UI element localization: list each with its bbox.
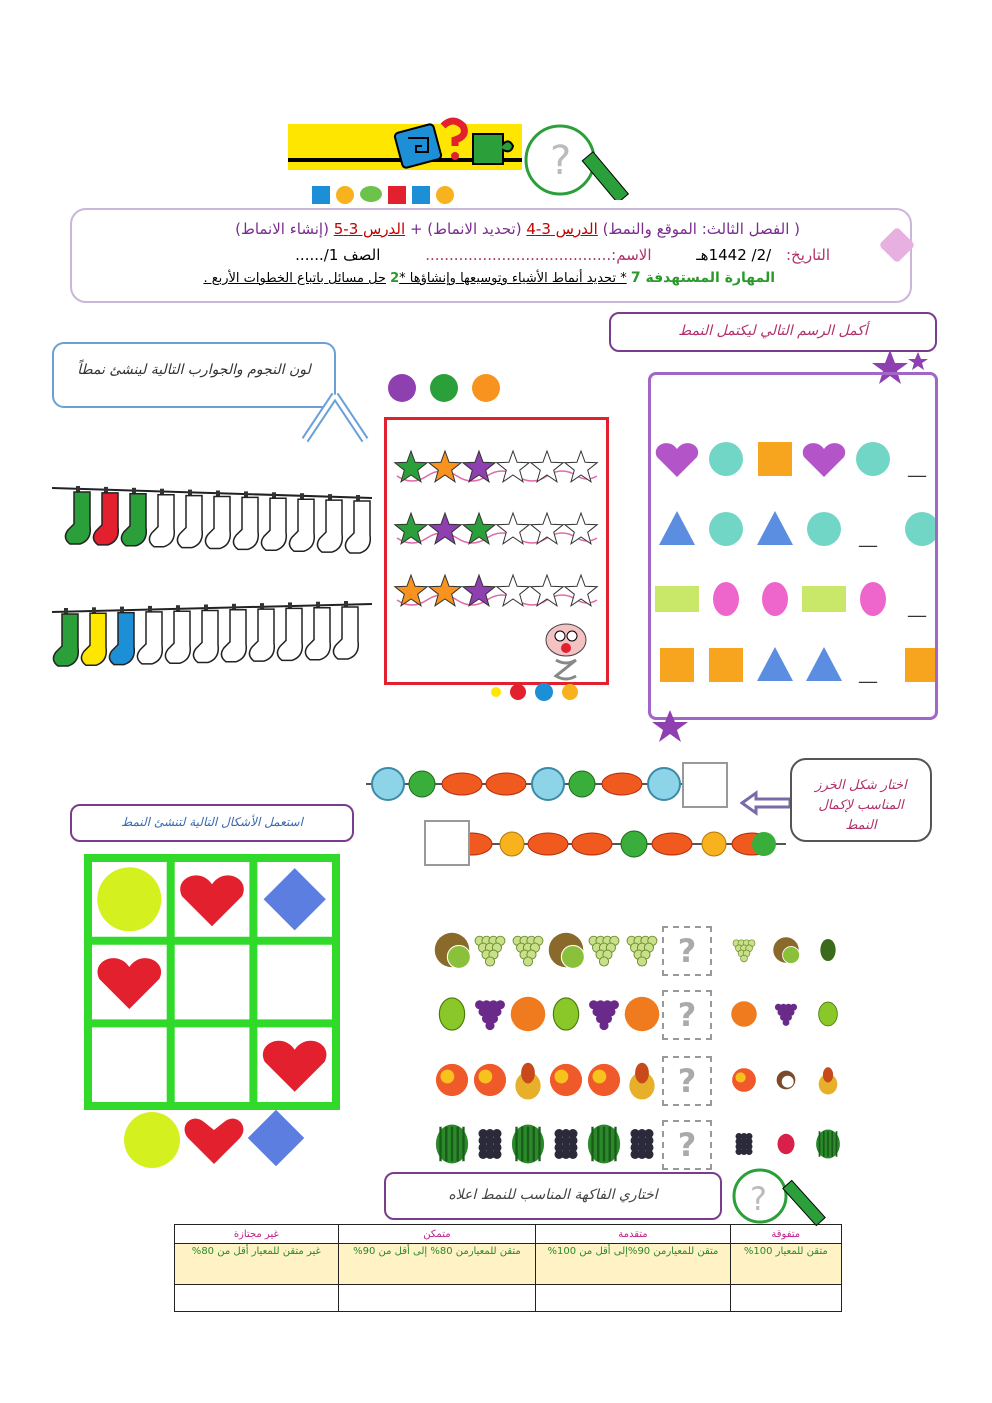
lime-icon [439, 998, 464, 1030]
skill-text-2: حل مسائل باتباع الخطوات الأربع . [203, 271, 386, 286]
callout-complete-drawing [609, 312, 937, 352]
sock-shape [261, 492, 286, 550]
bead-green [569, 771, 595, 797]
rubric-description: متقن للمعيارمن 90%إلى أقل من 100% [536, 1244, 730, 1285]
triangle-shape [757, 511, 793, 545]
lime-icon [553, 998, 578, 1030]
watermelon-icon [816, 1130, 840, 1159]
fruit-answer-box[interactable]: ? [662, 926, 712, 976]
kiwi-icon [549, 933, 585, 969]
watermelon-icon [512, 1124, 544, 1163]
rubric-table [174, 1224, 842, 1312]
shapes-grid [84, 854, 340, 1110]
star-shape [531, 575, 563, 606]
info-line [140, 246, 830, 264]
triangle-shape [806, 647, 842, 681]
shapes-pattern-grid [651, 375, 935, 717]
emoji-row [312, 186, 460, 204]
rubric-header: متفوقة [730, 1225, 841, 1244]
sock-shape [317, 494, 342, 552]
sock-shape [233, 491, 258, 549]
ribbon [397, 595, 597, 605]
shapes-legend [120, 1108, 310, 1172]
callout-text: اختاري الفاكهة المناسب للنمط اعلاه [448, 1187, 658, 1203]
bead-orange [602, 773, 642, 795]
bead-blue [372, 768, 404, 800]
date-value: /2/ 1442هـ [696, 246, 772, 264]
socks-row-1 [52, 470, 372, 560]
sock-shape [149, 489, 174, 547]
rubric-cell[interactable] [730, 1285, 841, 1312]
sock-shape [289, 493, 314, 551]
star-decoration-icon [650, 708, 690, 744]
star-shape [463, 575, 495, 606]
coconut-icon [777, 1071, 796, 1090]
pear-icon [515, 1063, 540, 1100]
peach-icon [550, 1064, 582, 1096]
watermelon-icon [436, 1124, 468, 1163]
star-shape [429, 513, 461, 544]
paint-splash-icons [384, 368, 509, 408]
peach-icon [588, 1064, 620, 1096]
bead-green [409, 771, 435, 797]
orange-icon [511, 997, 546, 1032]
neutral-face-icon [360, 186, 382, 202]
answer-blank: __ [908, 597, 926, 618]
grapes-icon [589, 936, 619, 966]
star-shape [429, 575, 461, 606]
rubric-cell[interactable] [175, 1285, 339, 1312]
header-logo [288, 124, 522, 170]
blackberry-icon [479, 1129, 502, 1159]
callout-use-shapes [70, 804, 354, 842]
answer-blank: __ [908, 457, 926, 478]
rubric-description: غير متقن للمعيار أقل من 80% [175, 1244, 339, 1285]
lesson-line [235, 220, 800, 238]
bead-green [621, 831, 647, 857]
lesson1-label: الدرس 3-4 [526, 220, 598, 238]
fruit-answer-box[interactable]: ? [662, 1120, 712, 1170]
peach-icon [436, 1064, 468, 1096]
lime-icon [819, 1002, 838, 1026]
pear-icon [819, 1067, 838, 1094]
callout-choose-fruit [384, 1172, 722, 1220]
callout-choose-bead [790, 758, 932, 842]
sock-shape [137, 606, 162, 664]
skill-text: * تحديد أنماط الأشياء وتوسيعها وإنشاؤها * [399, 271, 627, 286]
sock-shape [109, 607, 134, 665]
bead-green [752, 832, 776, 856]
pear-icon [629, 1063, 654, 1100]
fruit-answer-box[interactable]: ? [662, 990, 712, 1040]
name-label: الاسم:....................................... [425, 246, 652, 264]
rubric-header: متمكن [338, 1225, 536, 1244]
sock-shape [177, 490, 202, 548]
bead-blue [648, 768, 680, 800]
circle-shape [856, 442, 890, 476]
sock-shape [333, 601, 358, 659]
ribbon [397, 533, 597, 543]
skill-number: 2 [390, 271, 400, 286]
orange-icon [731, 1001, 757, 1027]
chapter-prefix: ( الفصل الثالث: [701, 220, 800, 238]
sock-shape [65, 486, 90, 544]
sock-shape [305, 602, 330, 660]
grapes-icon [475, 936, 505, 966]
date-label: التاريخ: [786, 246, 830, 264]
bead-orange [486, 773, 526, 795]
rectangle-shape [802, 586, 846, 612]
rubric-cell[interactable] [338, 1285, 536, 1312]
star-shape [463, 513, 495, 544]
sock-shape [53, 608, 78, 666]
circle-shape [905, 512, 935, 546]
question-pencil-icon [520, 120, 650, 200]
oval-shape [762, 582, 788, 616]
square-shape [758, 442, 792, 476]
ribbon [397, 471, 597, 481]
chapter-name: الموقع والنمط) [602, 220, 697, 238]
answer-blank: __ [859, 663, 877, 684]
angry-face-icon [388, 186, 406, 204]
skill-line [203, 270, 775, 286]
rubric-header: متقدمة [536, 1225, 730, 1244]
sock-shape [193, 605, 218, 663]
circle-shape [709, 442, 743, 476]
star-shape [531, 451, 563, 482]
blackberry-icon [736, 1133, 753, 1155]
star-shape [531, 513, 563, 544]
sad-face-icon [412, 186, 430, 204]
lesson2-label: الدرس 3-5 [333, 220, 406, 238]
grapes-icon [513, 936, 543, 966]
blackberry-icon [631, 1129, 654, 1159]
bead-orange [652, 833, 692, 855]
socks-row-2 [52, 598, 372, 678]
heart-shape [803, 443, 845, 477]
callout-text: لون النجوم والجوارب التالية لينشئ نمطاً [77, 362, 311, 378]
skill-label: المهارة المستهدفة 7 [630, 270, 775, 286]
peach-icon [732, 1068, 756, 1092]
square-shape [709, 648, 743, 682]
puzzle-icon [288, 116, 522, 176]
callout-text: اختار شكل الخرز المناسب لإكمال النمط [815, 778, 907, 833]
svg-text:?: ? [750, 1180, 767, 1218]
bead-answer-box-1[interactable] [682, 762, 728, 808]
bug-character-icon [486, 612, 616, 702]
fruit-grid [426, 922, 846, 1172]
star-shape [497, 575, 529, 606]
lesson2-topic: (إنشاء الانماط) [235, 220, 329, 238]
purplegrapes-icon [775, 1004, 797, 1026]
grapes-icon [733, 940, 755, 962]
arrow-left-icon [740, 790, 792, 816]
bead-answer-box-2[interactable] [424, 820, 470, 866]
purplegrapes-icon [475, 1000, 505, 1030]
star-shape [463, 451, 495, 482]
rubric-description: متقن للمعيار 100% [730, 1244, 841, 1285]
raspberry-icon [778, 1134, 795, 1154]
circle-shape [709, 512, 743, 546]
bead-orange [528, 833, 568, 855]
sock-shape [277, 602, 302, 660]
sock-shape [121, 488, 146, 546]
callout-text: أكمل الرسم التالي ليكتمل النمط [678, 323, 868, 339]
worksheet-header [70, 208, 912, 303]
sock-shape [205, 491, 230, 549]
sock-shape [81, 607, 106, 665]
watermelon-icon [588, 1124, 620, 1163]
star-shape [497, 451, 529, 482]
peach-icon [474, 1064, 506, 1096]
heart-shape [656, 443, 698, 477]
sock-shape [221, 604, 246, 662]
bead-orange [572, 833, 612, 855]
circle-shape [807, 512, 841, 546]
avocado-icon [820, 939, 835, 961]
callout-text: استعمل الأشكال التالية لتنشئ النمط [121, 815, 303, 829]
svg-text:?: ? [550, 138, 572, 184]
kiwi-icon [773, 937, 799, 963]
purplegrapes-icon [589, 1000, 619, 1030]
sock-shape [165, 605, 190, 663]
fruit-patterns [426, 922, 846, 1172]
callout-color-stars-socks [52, 342, 336, 408]
oval-shape [860, 582, 886, 616]
triangle-shape [659, 511, 695, 545]
question-pencil-icon [728, 1168, 848, 1228]
bead-yellow [702, 832, 726, 856]
smile-face-icon [436, 186, 454, 204]
square-shape [660, 648, 694, 682]
orange-icon [625, 997, 660, 1032]
arrows-down-icon [295, 390, 385, 450]
star-shape [429, 451, 461, 482]
class-label: الصف 1/...... [295, 246, 381, 264]
bead-blue [532, 768, 564, 800]
rubric-description: متقن للمعيارمن 80% إلى أقل من 90% [338, 1244, 536, 1285]
fruit-answer-box[interactable]: ? [662, 1056, 712, 1106]
smile-face-icon [336, 186, 354, 204]
sock-shape [249, 603, 274, 661]
kiwi-icon [435, 933, 471, 969]
oval-shape [713, 582, 739, 616]
bead-orange [442, 773, 482, 795]
rubric-header: غير مجتازة [175, 1225, 339, 1244]
sad-face-icon [312, 186, 330, 204]
lesson1-topic: (تحديد الانماط) + [409, 220, 522, 238]
shapes-pattern-frame [648, 372, 938, 720]
square-shape [905, 648, 935, 682]
grapes-icon [627, 936, 657, 966]
star-shape [497, 513, 529, 544]
sock-shape [93, 487, 118, 545]
rubric-cell[interactable] [536, 1285, 730, 1312]
bead-yellow [500, 832, 524, 856]
triangle-shape [757, 647, 793, 681]
answer-blank: __ [859, 527, 877, 548]
sock-shape [345, 495, 370, 553]
blackberry-icon [555, 1129, 578, 1159]
rectangle-shape [655, 586, 699, 612]
circle-shape [97, 867, 161, 931]
